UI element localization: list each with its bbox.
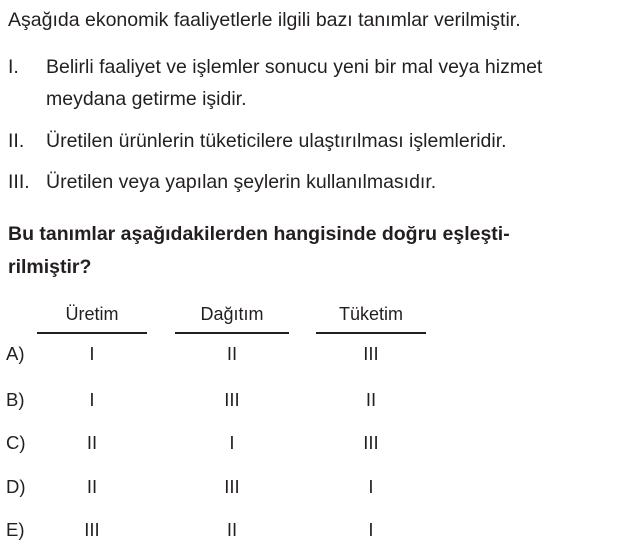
intro-text: Aşağıda ekonomik faaliyetlerle ilgili bazı tanımlar verilmiştir. [8, 9, 521, 31]
question-prompt [8, 218, 628, 284]
statement-2-text: Üretilen ürünlerin tüketicilere ulaştırılması işlemleridir. [46, 130, 507, 152]
column-underline-tuketim [316, 332, 426, 334]
statement-1-line2: meydana getirme işidir. [46, 88, 247, 110]
option-cell-tuketim: III [363, 432, 379, 453]
answer-option-d[interactable] [0, 472, 635, 502]
option-cell-dagitim: III [224, 476, 240, 497]
column-underline-uretim [37, 332, 147, 334]
column-header-tuketim: Tüketim [338, 304, 403, 324]
option-cell-dagitim: II [226, 519, 238, 540]
option-cell-dagitim: III [224, 389, 240, 410]
option-cell-uretim: II [86, 476, 98, 497]
option-cell-dagitim: I [229, 432, 235, 453]
option-letter: D) [6, 476, 26, 497]
option-cell-tuketim: I [368, 519, 374, 540]
statement-3-text: Üretilen veya yapılan şeylerin kullanılmasıdır. [46, 171, 437, 193]
option-letter: A) [6, 343, 25, 364]
column-header-dagitim: Dağıtım [200, 304, 264, 324]
answer-option-e[interactable] [0, 515, 635, 545]
option-cell-dagitim: II [226, 343, 238, 364]
option-cell-uretim: I [89, 343, 95, 364]
option-cell-uretim: II [86, 432, 98, 453]
statement-3-number: III. [8, 171, 30, 193]
answer-option-c[interactable] [0, 428, 635, 458]
statement-1-line1: Belirli faaliyet ve işlemler sonucu yeni bir mal veya hizmet [46, 56, 543, 78]
option-cell-uretim: I [89, 389, 95, 410]
option-letter: E) [6, 519, 25, 540]
option-letter: C) [6, 432, 26, 453]
option-letter: B) [6, 389, 25, 410]
question-line-2: rilmiştir? [8, 256, 92, 278]
column-header-uretim: Üretim [65, 304, 119, 324]
option-cell-tuketim: II [365, 389, 377, 410]
option-cell-uretim: III [84, 519, 100, 540]
option-cell-tuketim: I [368, 476, 374, 497]
answer-option-a[interactable] [0, 339, 635, 369]
column-underline-dagitim [175, 332, 289, 334]
statement-2-number: II. [8, 130, 25, 152]
statement-1-number: I. [8, 56, 19, 78]
question-line-1: Bu tanımlar aşağıdakilerden hangisinde doğru eşleşti- [8, 223, 510, 245]
answer-option-b[interactable] [0, 385, 635, 415]
option-cell-tuketim: III [363, 343, 379, 364]
